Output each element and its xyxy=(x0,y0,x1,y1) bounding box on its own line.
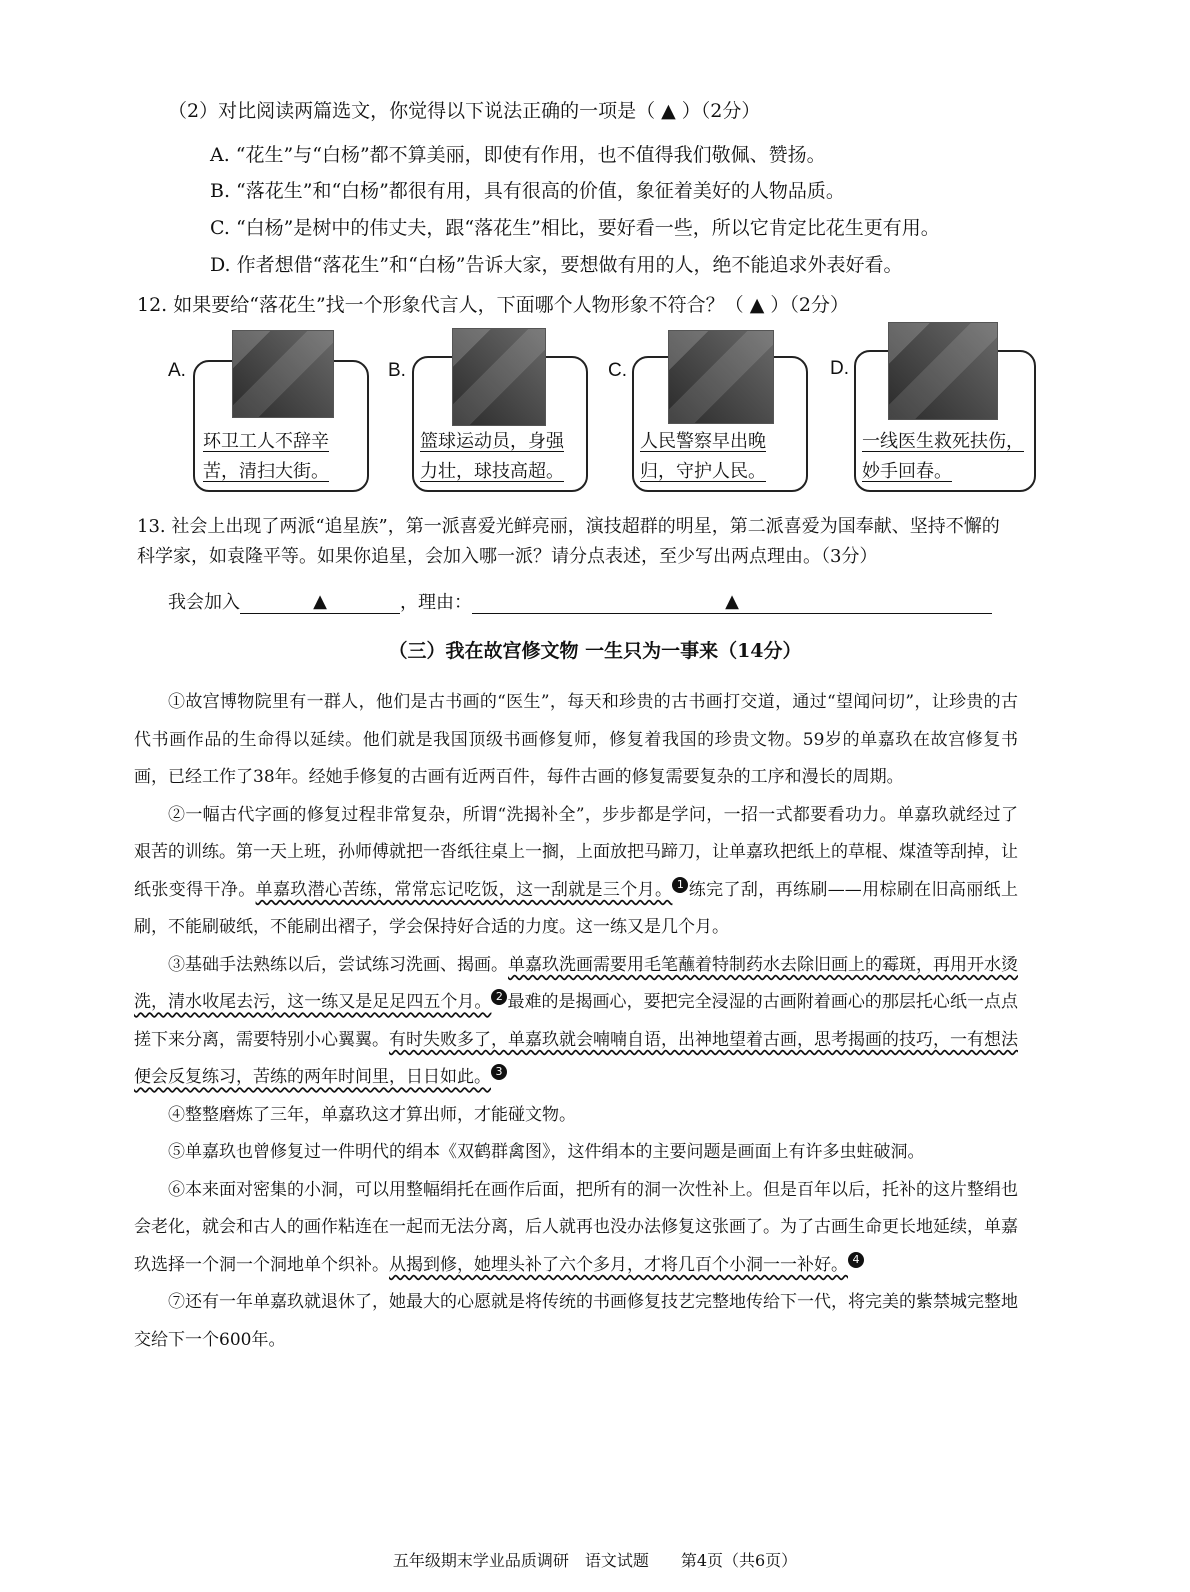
paragraph-1: ①故宫博物院里有一群人，他们是古书画的“医生”，每天和珍贵的古书画打交道，通过“望闻问切”，让珍贵的古代书画作品的生命得以延续。他们就是我国顶级书画修复师，修复着我国的珍贵文物。59岁的单嘉玖在故宫修复书画，已经工作了38年。经她手修复的古画有近两百件，每件古画的修复需要复杂的工序和漫长的周期。 xyxy=(134,692,1018,787)
paragraph-5: ⑤单嘉玖也曾修复过一件明代的绢本《双鹤群禽图》，这件绢本的主要问题是画面上有许多虫蛀破洞。 xyxy=(168,1142,925,1162)
doctor-photo xyxy=(888,322,998,420)
sentence-marker-4: 4 xyxy=(848,1252,864,1268)
sanitation-worker-photo xyxy=(232,330,334,418)
card-b-caption: 篮球运动员，身强力壮，球技高超。 xyxy=(420,431,564,482)
underlined-sentence-1: 单嘉玖潜心苦练，常常忘记吃饭，这一刮就是三个月。 xyxy=(255,879,673,900)
question-11-2-stem: （2）对比阅读两篇选文，你觉得以下说法正确的一项是（ ▲ ）（2分） xyxy=(168,100,761,122)
paragraph-4: ④整整磨炼了三年，单嘉玖这才算出师，才能碰文物。 xyxy=(168,1104,576,1125)
paragraph-3-text-cont: 最难的是揭画心，要把完全浸湿的古画附着画心的那层托心纸一点点搓下来分离，需要特别小心翼翼。 xyxy=(134,992,1019,1050)
underlined-sentence-2: 单嘉玖洗画需要用毛笔蘸着特制药水去除旧画上的霉斑，再用开水烫洗，清水收尾去污，这一练又是足足四五个月。 xyxy=(134,954,1018,1012)
sentence-marker-3: 3 xyxy=(491,1064,507,1080)
underlined-sentence-3: 有时失败多了，单嘉玖就会喃喃自语，出神地望着古画，思考揭画的技巧，一有想法便会反复练习，苦练的两年时间里，日日如此。 xyxy=(134,1029,1018,1087)
reason-blank[interactable]: ▲ xyxy=(472,591,992,614)
card-a-caption: 环卫工人不辞辛苦，清扫大街。 xyxy=(203,431,329,482)
option-a: A. “花生”与“白杨”都不算美丽，即使有作用，也不值得我们敬佩、赞扬。 xyxy=(210,144,826,166)
option-c: C. “白杨”是树中的伟丈夫，跟“落花生”相比，要好看一些，所以它肯定比花生更有用。 xyxy=(210,217,940,239)
page-footer: 五年级期末学业品质调研 语文试题 第4页（共6页） xyxy=(392,1551,798,1570)
card-c-label: C. xyxy=(608,360,627,381)
paragraph-3-text: ③基础手法熟练以后，尝试练习洗画、揭画。 xyxy=(168,954,508,975)
faction-blank[interactable]: ▲ xyxy=(240,591,400,614)
reading-passage xyxy=(134,684,1018,1359)
paragraph-7: ⑦还有一年单嘉玖就退休了，她最大的心愿就是将传统的书画修复技艺完整地传给下一代，将完美的紫禁城完整地交给下一个600年。 xyxy=(134,1292,1018,1350)
sentence-marker-1: 1 xyxy=(672,877,688,893)
card-d-caption: 一线医生救死扶伤，妙手回春。 xyxy=(862,431,1024,482)
card-b-label: B. xyxy=(388,360,406,381)
sentence-marker-2: 2 xyxy=(491,989,507,1005)
card-a-label: A. xyxy=(168,360,186,381)
option-b: B. “落花生”和“白杨”都很有用，具有很高的价值，象征着美好的人物品质。 xyxy=(210,180,845,202)
paragraph-6 xyxy=(134,1172,1018,1285)
section-title: （三）我在故宫修文物 一生只为一事来（14分） xyxy=(388,640,802,662)
basketball-player-photo xyxy=(452,328,546,426)
paragraph-2 xyxy=(134,797,1018,947)
card-d-label: D. xyxy=(830,358,849,379)
underlined-sentence-4: 从揭到修，她埋头补了六个多月，才将几百个小洞一一补好。 xyxy=(389,1254,848,1275)
option-d: D. 作者想借“落花生”和“白杨”告诉大家，要想做有用的人，绝不能追求外表好看。 xyxy=(210,254,903,276)
question-12-stem: 12. 如果要给“落花生”找一个形象代言人，下面哪个人物形象不符合？（ ▲ ）（2分） xyxy=(137,294,849,316)
card-c-caption: 人民警察早出晚归，守护人民。 xyxy=(640,431,766,482)
paragraph-2-text: ②一幅古代字画的修复过程非常复杂，所谓“洗揭补全”，步步都是学问，一招一式都要看功力。单嘉玖就经过了艰苦的训练。第一天上班，孙师傅就把一沓纸往桌上一搁，上面放把马蹄刀，让单嘉玖把纸上的草棍、煤渣等刮掉，让纸张变得干净。 xyxy=(134,804,1018,900)
paragraph-2-text-cont: 练完了刮，再练刷——用棕刷在旧高丽纸上刷，不能刷破纸，不能刷出褶子，学会保持好合适的力度。这一练又是几个月。 xyxy=(134,879,1019,937)
question-13-answer-line xyxy=(168,588,992,614)
paragraph-3 xyxy=(134,947,1018,1097)
police-officer-photo xyxy=(668,330,774,424)
question-13-stem: 13. 社会上出现了两派“追星族”，第一派喜爱光鲜亮丽，演技超群的明星，第二派喜爱为国奉献、坚持不懈的科学家，如袁隆平等。如果你追星，会加入哪一派？请分点表述，至少写出两点理由。（3分） xyxy=(137,516,1000,567)
reason-prefix: ，理由： xyxy=(400,592,472,613)
answer-prefix: 我会加入 xyxy=(168,592,240,613)
paragraph-6-text: ⑥本来面对密集的小洞，可以用整幅绢托在画作后面，把所有的洞一次性补上。但是百年以后，托补的这片整绢也会老化，就会和古人的画作粘连在一起而无法分离，后人就再也没办法修复这张画了。为了古画生命更长地延续，单嘉玖选择一个洞一个洞地单个织补。 xyxy=(134,1179,1018,1275)
